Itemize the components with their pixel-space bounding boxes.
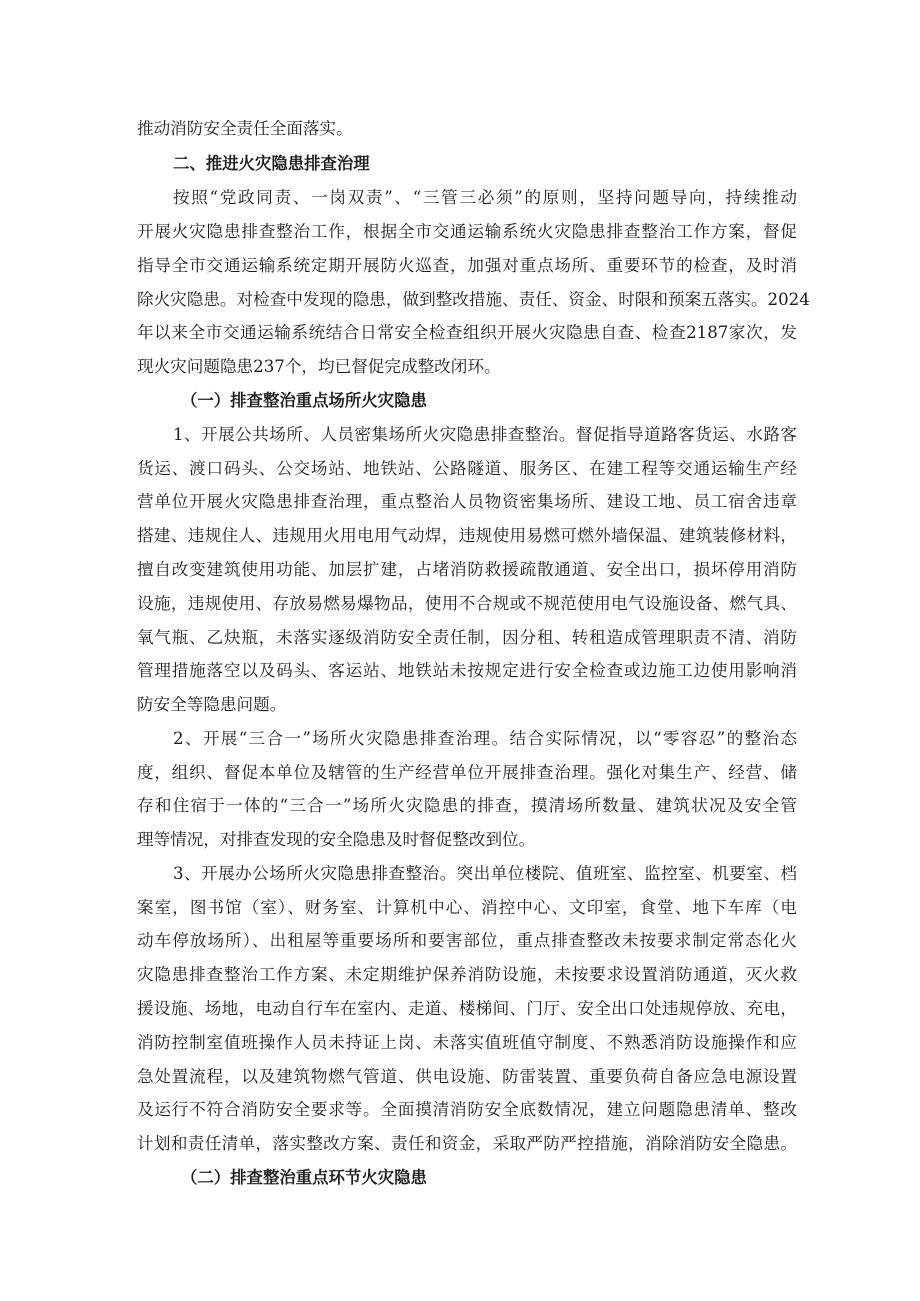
paragraph-line: 度，组织、督促本单位及辖管的生产经营单位开展排查治理。强化对集生产、经营、储 (137, 763, 797, 782)
paragraph-line: 灾隐患排查整治工作方案、未定期维护保养消防设施，未按要求设置消防通道，灭火救 (137, 965, 797, 984)
subsection-heading: （一）排查整治重点场所火灾隐患 (181, 391, 427, 410)
paragraph-line: 动车停放场所）、出租屋等重要场所和要害部位，重点排查整改未按要求制定常态化火 (137, 931, 797, 950)
paragraph-line: 计划和责任清单，落实整改方案、责任和资金，采取严防严控措施，消除消防安全隐患。 (137, 1134, 797, 1153)
paragraph-line: 3、开展办公场所火灾隐患排查整治。突出单位楼院、值班室、监控室、机要室、档 (173, 864, 797, 883)
paragraph-line: 案室，图书馆（室）、财务室、计算机中心、消控中心、文印室，食堂、地下车库（电 (137, 898, 797, 917)
paragraph-line: 及运行不符合消防安全要求等。全面摸清消防安全底数情况，建立问题隐患清单、整改 (137, 1100, 797, 1119)
section-heading: 二、推进火灾隐患排查治理 (173, 154, 370, 173)
paragraph-line: 管理措施落空以及码头、客运站、地铁站未按规定进行安全检查或边施工边使用影响消 (137, 661, 797, 680)
paragraph-line: 防安全等隐患问题。 (137, 695, 287, 714)
paragraph-line: 援设施、场地，电动自行车在室内、走道、楼梯间、门厅、安全出口处违规停放、充电， (137, 999, 797, 1018)
paragraph-line: 擅自改变建筑使用功能、加层扩建，占堵消防救援疏散通道、安全出口，损坏停用消防 (137, 560, 797, 579)
paragraph-line: 2、开展“三合一”场所火灾隐患排查治理。结合实际情况，以“零容忍”的整治态 (173, 729, 797, 748)
paragraph-line: 指导全市交通运输系统定期开展防火巡查，加强对重点场所、重要环节的检查，及时消 (137, 256, 797, 275)
paragraph-line: 理等情况，对排查发现的安全隐患及时督促整改到位。 (137, 830, 536, 849)
paragraph-line: 消防控制室值班操作人员未持证上岗、未落实值班值守制度、不熟悉消防设施操作和应 (137, 1033, 797, 1052)
paragraph-line: 设施，违规使用、存放易燃易爆物品，使用不合规或不规范使用电气设施设备、燃气具、 (137, 594, 797, 613)
paragraph-line: 推动消防安全责任全面落实。 (137, 119, 353, 138)
paragraph-line: 搭建、违规住人、违规用火用电用气动焊，违规使用易燃可燃外墙保温、建筑装修材料， (137, 526, 797, 545)
paragraph-line: 货运、渡口码头、公交场站、地铁站、公路隧道、服务区、在建工程等交通运输生产经 (137, 459, 797, 478)
paragraph-line: 急处置流程，以及建筑物燃气管道、供电设施、防雷装置、重要负荷自备应急电源设置 (137, 1067, 797, 1086)
paragraph-line: 开展火灾隐患排查整治工作，根据全市交通运输系统火灾隐患排查整治工作方案，督促 (137, 222, 797, 241)
paragraph-line: 氧气瓶、乙炔瓶，未落实逐级消防安全责任制，因分租、转租造成管理职责不清、消防 (137, 628, 797, 647)
subsection-heading: （二）排查整治重点环节火灾隐患 (181, 1168, 427, 1187)
paragraph-line: 年以来全市交通运输系统结合日常安全检查组织开展火灾隐患自查、检查2187家次，发 (137, 323, 797, 342)
paragraph-line: 按照“党政同责、一岗双责”、“三管三必须”的原则，坚持问题导向，持续推动 (173, 188, 797, 207)
paragraph-line: 除火灾隐患。对检查中发现的隐患，做到整改措施、责任、资金、时限和预案五落实。2024 (137, 290, 810, 309)
paragraph-line: 营单位开展火灾隐患排查治理，重点整治人员物资密集场所、建设工地、员工宿舍违章 (137, 492, 797, 511)
paragraph-line: 存和住宿于一体的“三合一”场所火灾隐患的排查，摸清场所数量、建筑状况及安全管 (137, 796, 797, 815)
paragraph-line: 现火灾问题隐患237个，均已督促完成整改闭环。 (137, 357, 501, 376)
paragraph-line: 1、开展公共场所、人员密集场所火灾隐患排查整治。督促指导道路客货运、水路客 (173, 425, 797, 444)
